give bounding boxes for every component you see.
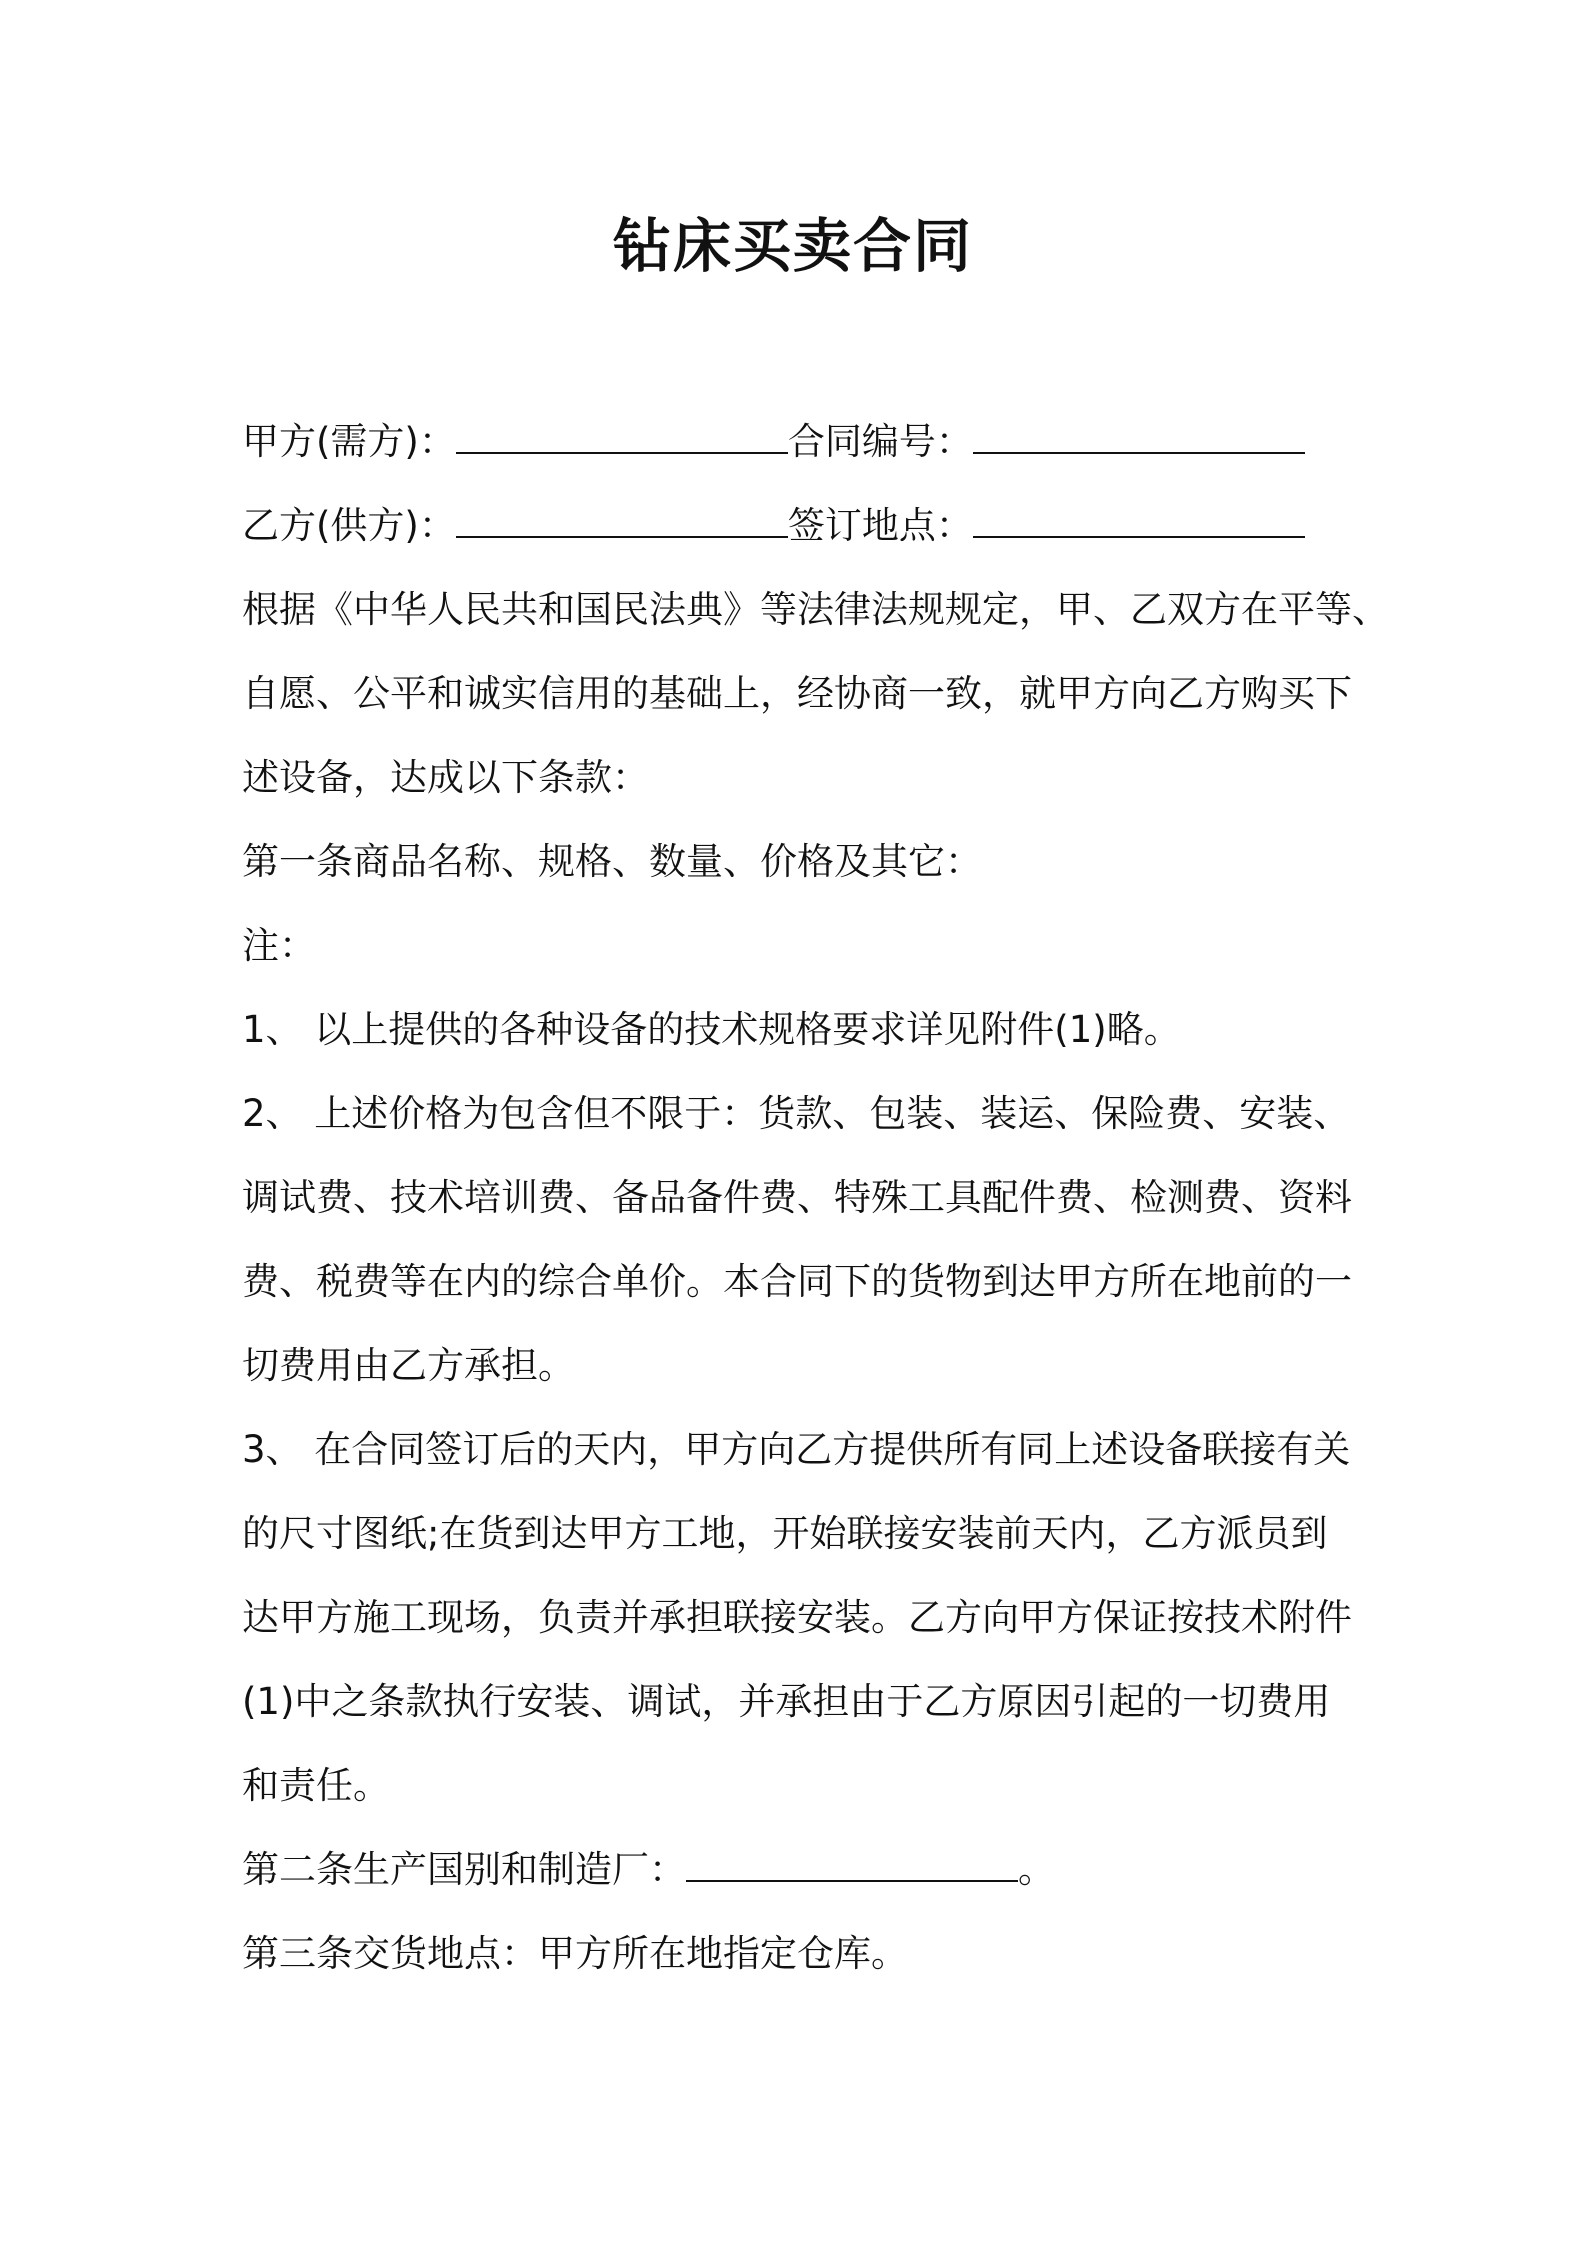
sign-place-blank <box>973 490 1305 538</box>
article-2-label: 第二条生产国别和制造厂： <box>242 1848 686 1891</box>
paragraph-line: 切费用由乙方承担。 <box>242 1344 575 1387</box>
article-2-end: 。 <box>1018 1848 1055 1891</box>
note-item-1: 1、 以上提供的各种设备的技术规格要求详见附件(1)略。 <box>242 1008 1181 1051</box>
party-b-blank <box>456 490 788 538</box>
party-b-line <box>242 484 1362 568</box>
document-body <box>242 400 1389 1996</box>
note-item-2: 2、 上述价格为包含但不限于：货款、包装、装运、保险费、安装、 <box>242 1092 1351 1135</box>
paragraph-line: 达甲方施工现场，负责并承担联接安装。乙方向甲方保证按技术附件 <box>242 1596 1352 1639</box>
paragraph-line: (1)中之条款执行安装、调试，并承担由于乙方原因引起的一切费用 <box>242 1680 1331 1723</box>
note-item-3: 3、 在合同签订后的天内，甲方向乙方提供所有同上述设备联接有关 <box>242 1428 1351 1471</box>
article-2-line <box>242 1828 1362 1912</box>
contract-no-blank <box>973 406 1305 454</box>
party-a-blank <box>456 406 788 454</box>
party-a-line <box>242 400 1362 484</box>
sign-place-label: 签订地点： <box>787 504 973 547</box>
document-title: 钻床买卖合同 <box>612 212 973 280</box>
note-label: 注： <box>242 924 316 967</box>
manufacturer-blank <box>686 1834 1018 1882</box>
contract-no-label: 合同编号： <box>787 420 973 463</box>
party-b-label: 乙方(供方)： <box>242 504 456 547</box>
paragraph-line: 和责任。 <box>242 1764 390 1807</box>
party-a-label: 甲方(需方)： <box>242 420 456 463</box>
paragraph-line: 费、税费等在内的综合单价。本合同下的货物到达甲方所在地前的一 <box>242 1260 1352 1303</box>
paragraph-line: 的尺寸图纸;在货到达甲方工地，开始联接安装前天内，乙方派员到 <box>242 1512 1328 1555</box>
paragraph-line: 根据《中华人民共和国民法典》等法律法规规定，甲、乙双方在平等、 <box>242 588 1389 631</box>
paragraph-line: 述设备，达成以下条款： <box>242 756 649 799</box>
paragraph-line: 自愿、公平和诚实信用的基础上，经协商一致，就甲方向乙方购买下 <box>242 672 1352 715</box>
article-1-heading: 第一条商品名称、规格、数量、价格及其它： <box>242 840 982 883</box>
paragraph-line: 调试费、技术培训费、备品备件费、特殊工具配件费、检测费、资料 <box>242 1176 1352 1219</box>
article-3-line: 第三条交货地点：甲方所在地指定仓库。 <box>242 1932 908 1975</box>
